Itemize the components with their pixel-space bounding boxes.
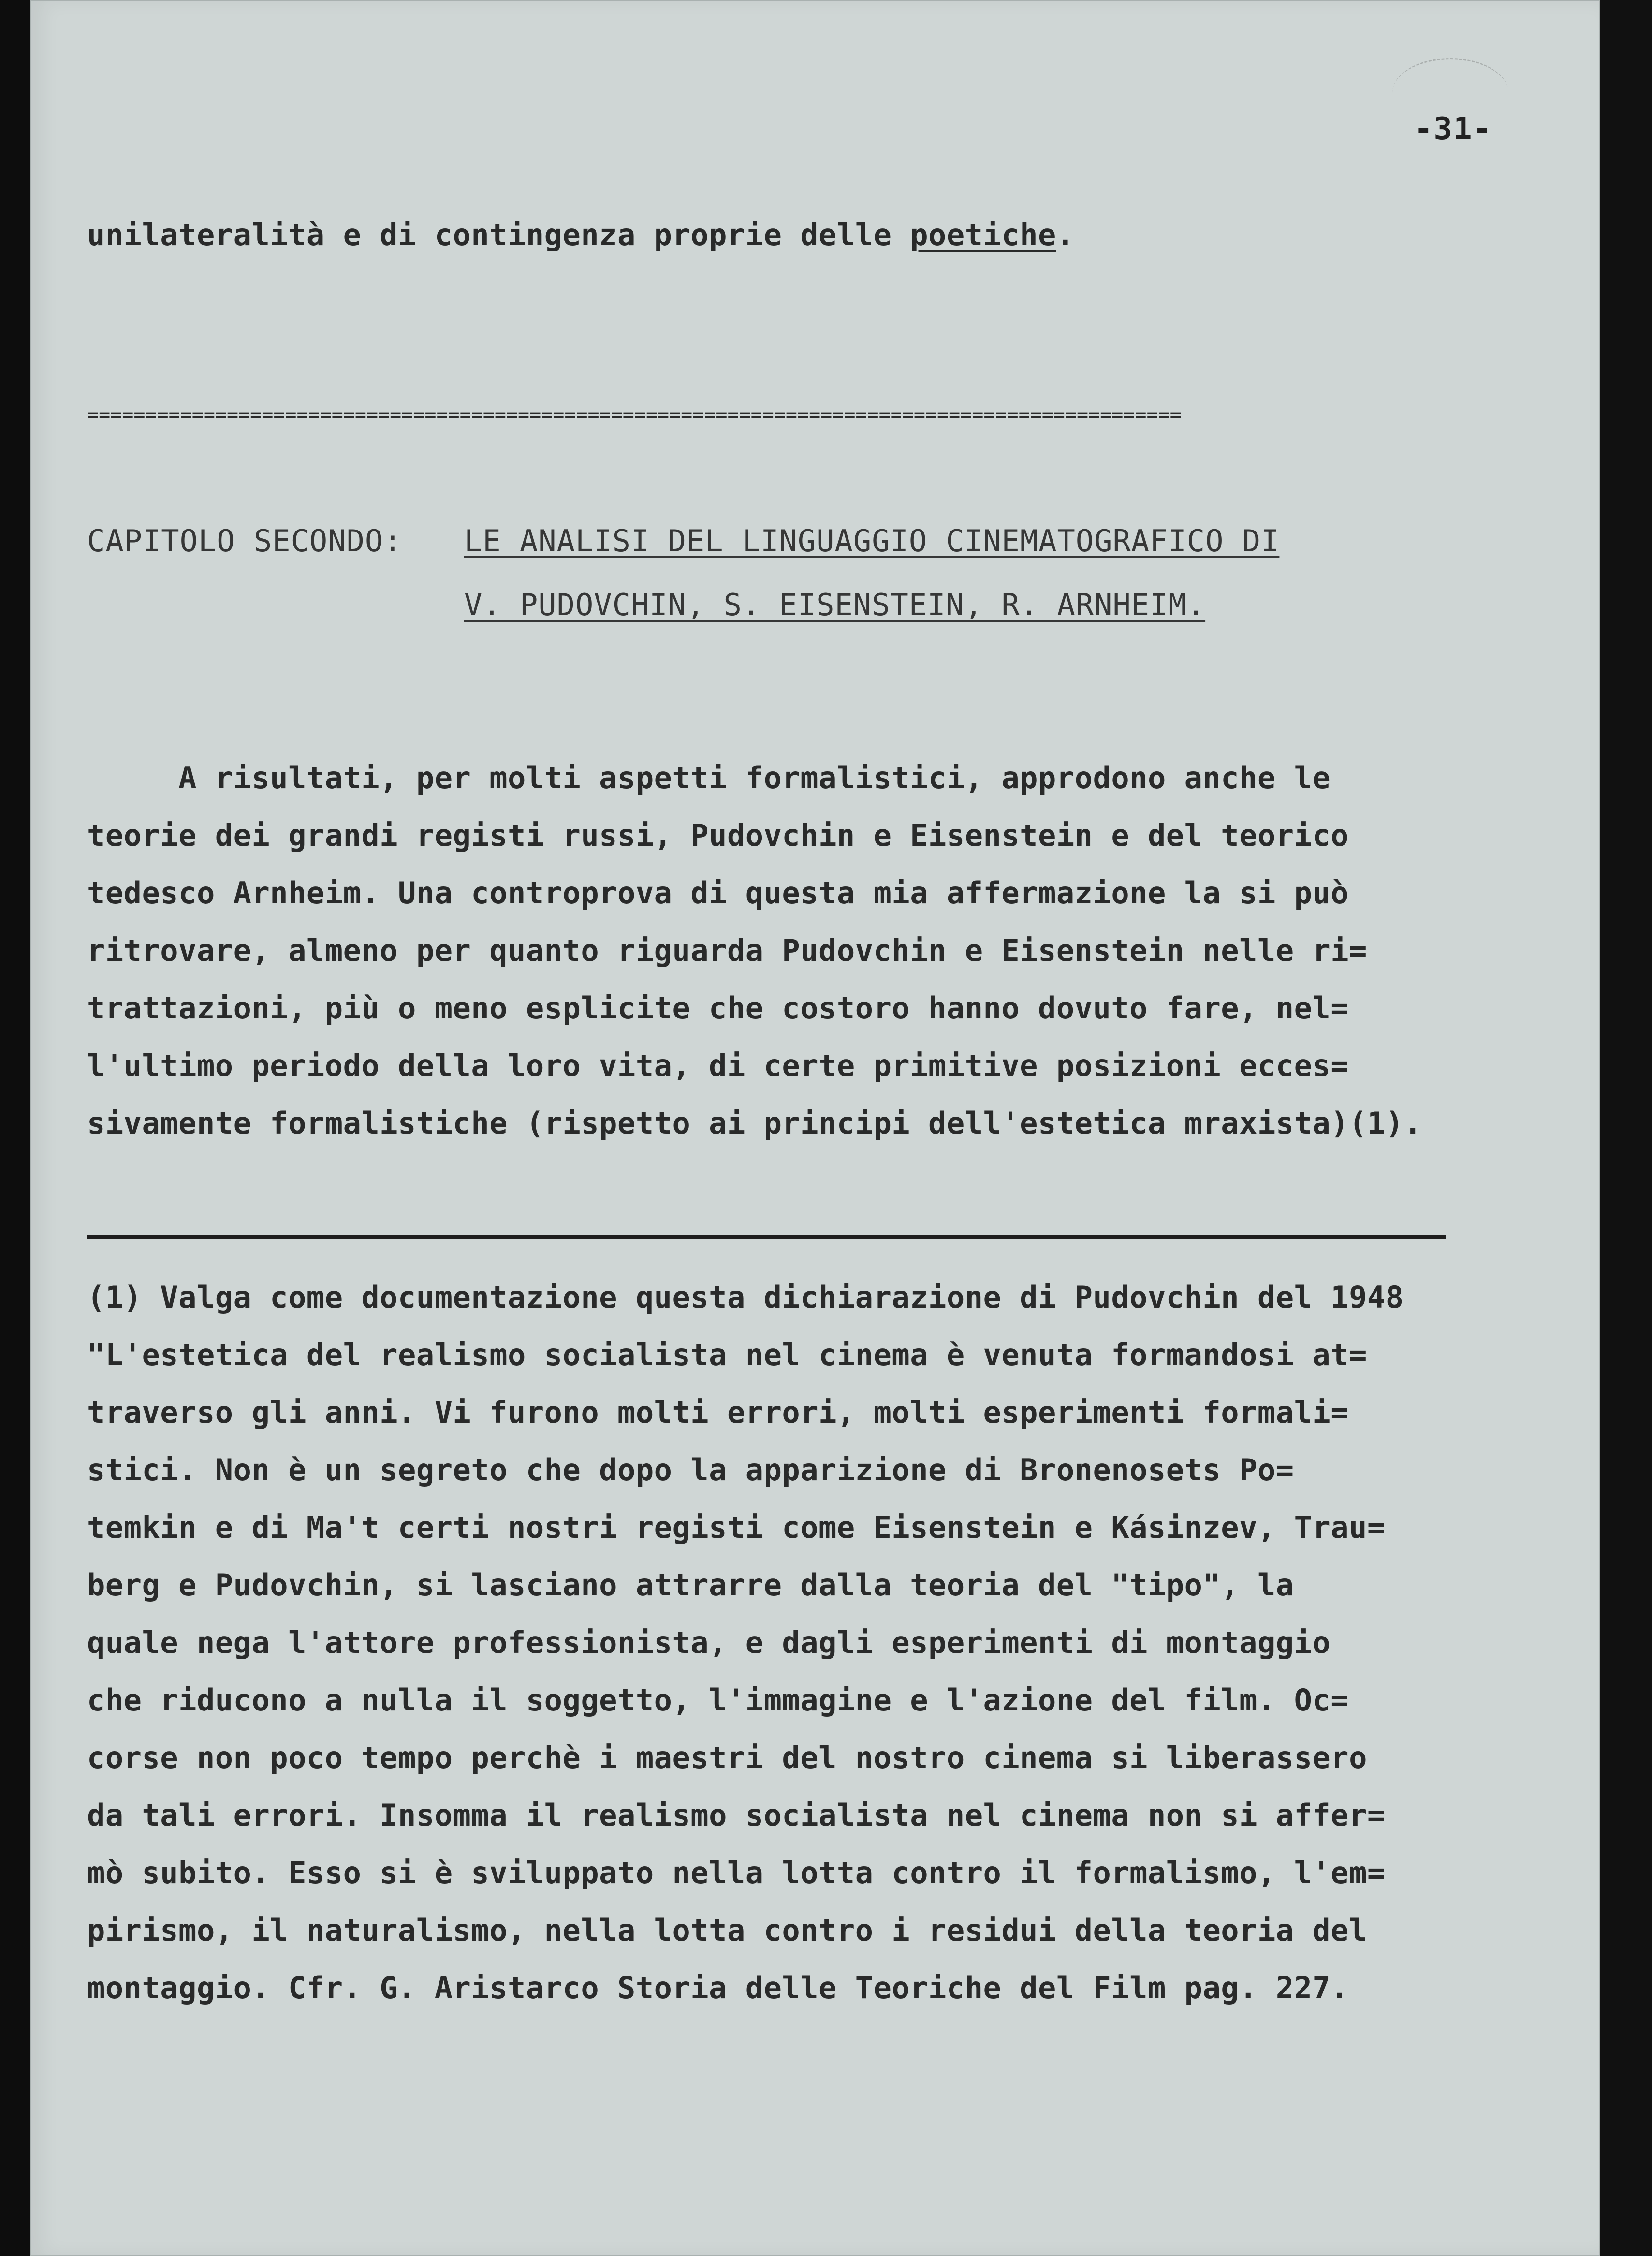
body-line: sivamente formalistiche (rispetto ai principi dell'estetica mraxista)(1).: [87, 1106, 1422, 1141]
footnote-line: che riducono a nulla il soggetto, l'immagine e l'azione del film. Oc=: [87, 1682, 1349, 1718]
body-line: A risultati, per molti aspetti formalistici, approdono anche le: [87, 760, 1331, 796]
chapter-label: CAPITOLO SECONDO:: [87, 523, 402, 559]
body-line: trattazioni, più o meno esplicite che costoro hanno dovuto fare, nel=: [87, 990, 1349, 1026]
body-line: l'ultimo periodo della loro vita, di certe primitive posizioni ecces=: [87, 1048, 1349, 1083]
footnote-line: mò subito. Esso si è sviluppato nella lotta contro il formalismo, l'em=: [87, 1855, 1386, 1890]
period: .: [1056, 217, 1075, 252]
footnote-line: da tali errori. Insomma il realismo socialista nel cinema non si affer=: [87, 1798, 1386, 1833]
continuation-text: unilateralità e di contingenza proprie delle: [87, 217, 892, 252]
footnote-line: stici. Non è un segreto che dopo la apparizione di Bronenosets Po=: [87, 1452, 1294, 1488]
footnote-line: traverso gli anni. Vi furono molti errori, molti esperimenti formali=: [87, 1395, 1349, 1430]
continuation-line: [87, 217, 1075, 252]
footnote-line: montaggio. Cfr. G. Aristarco Storia delle Teoriche del Film pag. 227.: [87, 1970, 1349, 2005]
body-line: teorie dei grandi registi russi, Pudovchin e Eisenstein e del teorico: [87, 818, 1349, 853]
body-line: ritrovare, almeno per quanto riguarda Pudovchin e Eisenstein nelle ri=: [87, 933, 1367, 968]
footnote-line: temkin e di Ma't certi nostri registi come Eisenstein e Kásinzev, Trau=: [87, 1510, 1386, 1545]
footnote-line: "L'estetica del realismo socialista nel cinema è venuta formandosi at=: [87, 1337, 1367, 1372]
scan-border: [1600, 0, 1652, 2256]
chapter-title-line-1: LE ANALISI DEL LINGUAGGIO CINEMATOGRAFICO DI: [464, 523, 1280, 559]
footnote-rule: [87, 1235, 1446, 1239]
chapter-title-line-2: V. PUDOVCHIN, S. EISENSTEIN, R. ARNHEIM.: [464, 587, 1206, 622]
footnote-line: berg e Pudovchin, si lasciano attrarre dalla teoria del "tipo", la: [87, 1567, 1294, 1603]
footnote-line: corse non poco tempo perchè i maestri del nostro cinema si liberassero: [87, 1740, 1367, 1775]
footnote-line: pirismo, il naturalismo, nella lotta contro i residui della teoria del: [87, 1913, 1367, 1948]
separator-line: ==============================================================================================: [87, 405, 1182, 425]
body-line: tedesco Arnheim. Una controprova di questa mia affermazione la si può: [87, 875, 1349, 911]
footnote-line: (1) Valga come documentazione questa dichiarazione di Pudovchin del 1948: [87, 1280, 1404, 1315]
footnote-line: quale nega l'attore professionista, e dagli esperimenti di montaggio: [87, 1625, 1331, 1660]
underlined-word: poetiche: [910, 217, 1056, 252]
page-number: -31-: [1414, 111, 1493, 147]
